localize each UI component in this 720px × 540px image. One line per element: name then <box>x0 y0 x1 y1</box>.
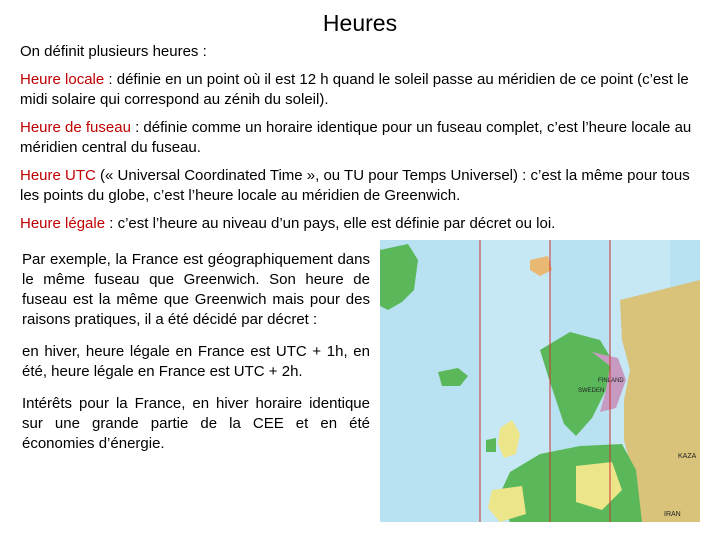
map-label-sweden: SWEDEN <box>578 388 605 394</box>
definition-text: : c’est l’heure au niveau d’un pays, elle est définie par décret ou loi. <box>105 215 556 232</box>
map-label-iran: IRAN <box>664 511 681 518</box>
map-label-finland: FINLAND <box>598 378 624 384</box>
intro-text: On définit plusieurs heures : <box>20 43 207 60</box>
definition-term: Heure UTC <box>20 167 96 184</box>
definition-heure-legale <box>20 214 700 234</box>
time-zone-map <box>380 240 700 522</box>
map-label-kaza: KAZA <box>678 453 697 460</box>
definition-text: : définie en un point où il est 12 h quand le soleil passe au méridien de ce point (c’est le midi solaire qui correspond au zénih du soleil). <box>20 71 689 108</box>
example-box <box>22 250 370 466</box>
slide-title: Heures <box>322 10 398 36</box>
definition-text: : définie comme un horaire identique pour un fuseau complet, c’est l’heure locale au méridien central du fuseau. <box>20 119 692 156</box>
definition-heure-fuseau <box>20 118 700 158</box>
example-paragraph: Intérêts pour la France, en hiver horaire identique sur une grande partie de la CEE et en été économies d’énergie. <box>22 395 370 452</box>
definition-term: Heure locale <box>20 71 105 88</box>
definition-term: Heure légale <box>20 215 106 232</box>
definition-term: Heure de fuseau <box>20 119 131 136</box>
definition-heure-locale <box>20 70 700 110</box>
map-graphic <box>380 240 700 522</box>
definition-text: (« Universal Coordinated Time », ou TU pour Temps Universel) : c’est la même pour tous les points du globe, c’est l’heure locale au méridien de Greenwich. <box>20 167 690 204</box>
example-paragraph: Par exemple, la France est géographiquement dans le même fuseau que Greenwich. Son heure de fuseau est la même que Greenwich mais pour des raisons pratiques, il a été décidé par décret : <box>22 251 370 328</box>
example-paragraph: en hiver, heure légale en France est UTC + 1h, en été, heure légale en France est UTC + 2h. <box>22 343 370 380</box>
definition-heure-utc <box>20 166 700 206</box>
map-land-ireland <box>486 438 496 452</box>
